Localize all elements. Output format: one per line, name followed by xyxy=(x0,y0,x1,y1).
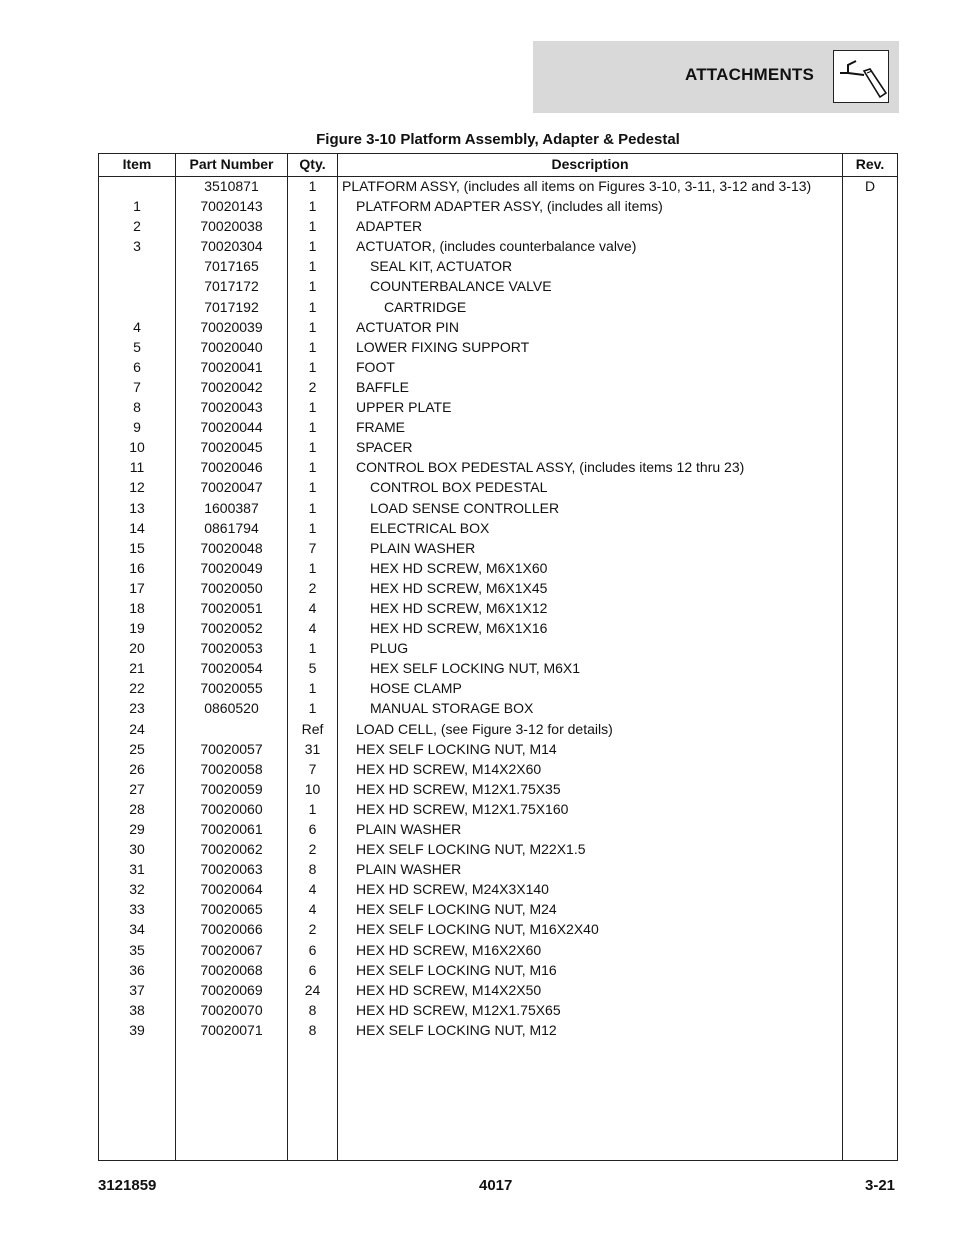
parts-table xyxy=(98,153,898,1161)
qty-cell: 1 xyxy=(308,258,317,275)
part-number-cell: 70020060 xyxy=(200,800,263,817)
description-cell: HEX HD SCREW, M6X1X16 xyxy=(370,620,548,637)
item-cell: 13 xyxy=(129,499,145,516)
description-cell: HEX SELF LOCKING NUT, M16X2X40 xyxy=(356,921,599,938)
table-row xyxy=(99,196,897,216)
part-number-cell: 70020045 xyxy=(200,439,263,456)
part-number-cell: 7017165 xyxy=(204,258,259,275)
qty-cell: 8 xyxy=(308,1021,317,1038)
description-cell: HEX SELF LOCKING NUT, M22X1.5 xyxy=(356,841,586,858)
qty-cell: 6 xyxy=(308,961,317,978)
table-row xyxy=(99,558,897,578)
column-header-qty: Qty. xyxy=(299,156,326,172)
part-number-cell: 0861794 xyxy=(204,519,259,536)
qty-cell: 1 xyxy=(308,800,317,817)
part-number-cell: 70020043 xyxy=(200,399,263,416)
table-row xyxy=(99,578,897,598)
item-cell: 26 xyxy=(129,760,145,777)
description-cell: PLAIN WASHER xyxy=(356,861,462,878)
description-cell: UPPER PLATE xyxy=(356,399,452,416)
item-cell: 25 xyxy=(129,740,145,757)
item-cell: 22 xyxy=(129,680,145,697)
table-row xyxy=(99,457,897,477)
part-number-cell: 70020063 xyxy=(200,861,263,878)
item-cell: 24 xyxy=(129,720,145,737)
section-header xyxy=(533,41,899,113)
item-cell: 7 xyxy=(133,378,141,395)
description-cell: CARTRIDGE xyxy=(384,298,467,315)
table-row xyxy=(99,437,897,457)
table-row xyxy=(99,919,897,939)
part-number-cell: 3510871 xyxy=(204,178,259,194)
qty-cell: 1 xyxy=(308,399,317,416)
description-cell: PLATFORM ASSY, (includes all items on Figures 3-10, 3-11, 3-12 and 3-13) xyxy=(342,178,812,194)
description-cell: LOAD SENSE CONTROLLER xyxy=(370,499,560,516)
qty-cell: 4 xyxy=(308,901,317,918)
description-cell: HOSE CLAMP xyxy=(370,680,462,697)
qty-cell: 1 xyxy=(308,198,317,215)
qty-cell: Ref xyxy=(301,720,324,737)
qty-cell: 1 xyxy=(308,700,317,717)
description-cell: HEX HD SCREW, M16X2X60 xyxy=(356,941,542,958)
item-cell: 23 xyxy=(129,700,145,717)
welding-torch-icon xyxy=(833,50,889,103)
column-header-description: Description xyxy=(551,156,629,172)
item-cell: 28 xyxy=(129,800,145,817)
qty-cell: 1 xyxy=(308,218,317,235)
description-cell: CONTROL BOX PEDESTAL ASSY, (includes items 12 thru 23) xyxy=(356,459,745,476)
description-cell: HEX HD SCREW, M14X2X50 xyxy=(356,981,542,998)
description-cell: CONTROL BOX PEDESTAL xyxy=(370,479,548,496)
part-number-cell: 70020039 xyxy=(200,318,263,335)
table-row xyxy=(99,297,897,317)
table-row xyxy=(99,759,897,779)
qty-cell: 4 xyxy=(308,599,317,616)
table-row xyxy=(99,477,897,497)
description-cell: SEAL KIT, ACTUATOR xyxy=(370,258,513,275)
table-row xyxy=(99,658,897,678)
qty-cell: 2 xyxy=(308,378,317,395)
part-number-cell: 70020061 xyxy=(200,821,263,837)
table-row xyxy=(99,698,897,718)
part-number-cell: 70020046 xyxy=(200,459,263,476)
item-cell: 9 xyxy=(133,419,141,436)
column-header-part-number: Part Number xyxy=(189,156,274,172)
table-row xyxy=(99,1020,897,1040)
part-number-cell: 70020062 xyxy=(200,841,263,858)
rev-cell: D xyxy=(864,178,876,194)
part-number-cell: 70020304 xyxy=(200,238,263,255)
table-row xyxy=(99,216,897,236)
table-row xyxy=(99,839,897,859)
qty-cell: 7 xyxy=(308,539,317,556)
item-cell: 6 xyxy=(133,358,141,375)
qty-cell: 1 xyxy=(308,298,317,315)
qty-cell: 7 xyxy=(308,760,317,777)
qty-cell: 1 xyxy=(308,459,317,476)
description-cell: PLUG xyxy=(370,640,409,657)
part-number-cell: 70020066 xyxy=(200,921,263,938)
table-row xyxy=(99,317,897,337)
qty-cell: 6 xyxy=(308,941,317,958)
qty-cell: 10 xyxy=(304,780,321,797)
item-cell: 19 xyxy=(129,620,145,637)
item-cell: 12 xyxy=(129,479,145,496)
item-cell: 34 xyxy=(129,921,145,938)
part-number-cell: 70020057 xyxy=(200,740,263,757)
part-number-cell: 70020059 xyxy=(200,780,263,797)
part-number-cell: 70020053 xyxy=(200,640,263,657)
qty-cell: 1 xyxy=(308,278,317,295)
item-cell: 18 xyxy=(129,599,145,616)
table-row xyxy=(99,980,897,1000)
item-cell: 30 xyxy=(129,841,145,858)
qty-cell: 1 xyxy=(308,318,317,335)
part-number-cell: 7017192 xyxy=(204,298,259,315)
item-cell: 10 xyxy=(129,439,145,456)
description-cell: SPACER xyxy=(356,439,413,456)
table-row xyxy=(99,819,897,839)
table-row xyxy=(99,377,897,397)
part-number-cell: 70020058 xyxy=(200,760,263,777)
item-cell: 39 xyxy=(129,1021,145,1038)
table-row xyxy=(99,940,897,960)
part-number-cell: 70020067 xyxy=(200,941,263,958)
description-cell: HEX HD SCREW, M12X1.75X160 xyxy=(356,800,569,817)
item-cell: 2 xyxy=(133,218,141,235)
table-row xyxy=(99,638,897,658)
description-cell: PLAIN WASHER xyxy=(370,539,476,556)
part-number-cell: 70020051 xyxy=(200,599,263,616)
qty-cell: 2 xyxy=(308,921,317,938)
item-cell: 11 xyxy=(129,459,145,476)
part-number-cell: 70020040 xyxy=(200,338,263,355)
table-row xyxy=(99,417,897,437)
table-row xyxy=(99,337,897,357)
item-cell: 3 xyxy=(133,238,141,255)
item-cell: 8 xyxy=(133,399,141,416)
description-cell: MANUAL STORAGE BOX xyxy=(370,700,534,717)
column-header-rev: Rev. xyxy=(855,156,885,172)
part-number-cell: 70020044 xyxy=(200,419,263,436)
item-cell: 20 xyxy=(129,640,145,657)
table-row xyxy=(99,799,897,819)
table-row xyxy=(99,538,897,558)
description-cell: FOOT xyxy=(356,358,395,375)
part-number-cell: 70020068 xyxy=(200,961,263,978)
table-row xyxy=(99,719,897,739)
description-cell: ACTUATOR, (includes counterbalance valve) xyxy=(356,238,637,255)
description-cell: HEX HD SCREW, M12X1.75X65 xyxy=(356,1001,561,1018)
description-cell: HEX SELF LOCKING NUT, M14 xyxy=(356,740,557,757)
table-row xyxy=(99,859,897,879)
description-cell: LOWER FIXING SUPPORT xyxy=(356,338,530,355)
item-cell: 5 xyxy=(133,338,141,355)
description-cell: HEX SELF LOCKING NUT, M24 xyxy=(356,901,557,918)
table-row xyxy=(99,960,897,980)
description-cell: ELECTRICAL BOX xyxy=(370,519,490,536)
item-cell: 27 xyxy=(129,780,145,797)
description-cell: LOAD CELL, (see Figure 3-12 for details) xyxy=(356,720,613,737)
table-row xyxy=(99,879,897,899)
qty-cell: 5 xyxy=(308,660,317,677)
item-cell: 29 xyxy=(129,821,145,837)
part-number-cell: 70020049 xyxy=(200,559,263,576)
qty-cell: 8 xyxy=(308,861,317,878)
footer-model: 4017 xyxy=(479,1177,513,1194)
qty-cell: 1 xyxy=(308,559,317,576)
part-number-cell: 70020055 xyxy=(200,680,263,697)
qty-cell: 8 xyxy=(308,1001,317,1018)
part-number-cell: 70020071 xyxy=(200,1021,263,1038)
part-number-cell: 70020041 xyxy=(200,358,263,375)
qty-cell: 2 xyxy=(308,841,317,858)
qty-cell: 1 xyxy=(308,178,317,194)
description-cell: HEX HD SCREW, M6X1X60 xyxy=(370,559,548,576)
table-row xyxy=(99,518,897,538)
qty-cell: 2 xyxy=(308,579,317,596)
table-row xyxy=(99,276,897,296)
table-row xyxy=(99,357,897,377)
figure-title: Figure 3-10 Platform Assembly, Adapter & Pedestal xyxy=(316,131,680,148)
part-number-cell: 0860520 xyxy=(204,700,259,717)
qty-cell: 31 xyxy=(304,740,321,757)
item-cell: 37 xyxy=(129,981,145,998)
table-row xyxy=(99,739,897,759)
qty-cell: 1 xyxy=(308,680,317,697)
qty-cell: 1 xyxy=(308,499,317,516)
qty-cell: 1 xyxy=(308,238,317,255)
table-row xyxy=(99,678,897,698)
description-cell: COUNTERBALANCE VALVE xyxy=(370,278,552,295)
table-row xyxy=(99,618,897,638)
item-cell: 36 xyxy=(129,961,145,978)
part-number-cell: 70020052 xyxy=(200,620,263,637)
table-row xyxy=(99,176,897,196)
description-cell: PLAIN WASHER xyxy=(356,821,462,837)
qty-cell: 1 xyxy=(308,358,317,375)
description-cell: BAFFLE xyxy=(356,378,409,395)
qty-cell: 1 xyxy=(308,519,317,536)
qty-cell: 1 xyxy=(308,640,317,657)
part-number-cell: 70020047 xyxy=(200,479,263,496)
table-row xyxy=(99,899,897,919)
table-row xyxy=(99,1000,897,1020)
part-number-cell: 70020070 xyxy=(200,1001,263,1018)
qty-cell: 1 xyxy=(308,439,317,456)
table-row xyxy=(99,236,897,256)
part-number-cell: 1600387 xyxy=(204,499,259,516)
table-body xyxy=(99,176,897,1040)
column-header-item: Item xyxy=(122,156,152,172)
table-row xyxy=(99,397,897,417)
table-row xyxy=(99,256,897,276)
description-cell: HEX SELF LOCKING NUT, M6X1 xyxy=(370,660,581,677)
qty-cell: 1 xyxy=(308,419,317,436)
part-number-cell: 70020064 xyxy=(200,881,263,898)
item-cell: 15 xyxy=(129,539,145,556)
description-cell: ACTUATOR PIN xyxy=(356,318,459,335)
section-title: ATTACHMENTS xyxy=(685,65,815,84)
part-number-cell: 70020050 xyxy=(200,579,263,596)
qty-cell: 1 xyxy=(308,338,317,355)
part-number-cell: 70020069 xyxy=(200,981,263,998)
item-cell: 33 xyxy=(129,901,145,918)
qty-cell: 24 xyxy=(304,981,321,998)
item-cell: 17 xyxy=(129,579,145,596)
item-cell: 4 xyxy=(133,318,141,335)
part-number-cell: 70020038 xyxy=(200,218,263,235)
description-cell: FRAME xyxy=(356,419,405,436)
item-cell: 16 xyxy=(129,559,145,576)
part-number-cell: 70020048 xyxy=(200,539,263,556)
part-number-cell: 7017172 xyxy=(204,278,259,295)
table-row xyxy=(99,598,897,618)
description-cell: HEX HD SCREW, M12X1.75X35 xyxy=(356,780,561,797)
description-cell: PLATFORM ADAPTER ASSY, (includes all items) xyxy=(356,198,663,215)
description-cell: HEX SELF LOCKING NUT, M12 xyxy=(356,1021,557,1038)
qty-cell: 4 xyxy=(308,881,317,898)
part-number-cell: 70020065 xyxy=(200,901,263,918)
qty-cell: 1 xyxy=(308,479,317,496)
table-row xyxy=(99,498,897,518)
description-cell: HEX HD SCREW, M14X2X60 xyxy=(356,760,542,777)
item-cell: 35 xyxy=(129,941,145,958)
part-number-cell: 70020042 xyxy=(200,378,263,395)
footer-page-number: 3-21 xyxy=(865,1177,896,1194)
part-number-cell: 70020143 xyxy=(200,198,263,215)
item-cell: 14 xyxy=(129,519,145,536)
description-cell: ADAPTER xyxy=(356,218,423,235)
table-row xyxy=(99,779,897,799)
item-cell: 32 xyxy=(129,881,145,898)
qty-cell: 6 xyxy=(308,821,317,837)
description-cell: HEX SELF LOCKING NUT, M16 xyxy=(356,961,557,978)
item-cell: 1 xyxy=(133,198,141,215)
item-cell: 21 xyxy=(129,660,145,677)
description-cell: HEX HD SCREW, M24X3X140 xyxy=(356,881,549,898)
description-cell: HEX HD SCREW, M6X1X12 xyxy=(370,599,548,616)
footer-doc-number: 3121859 xyxy=(98,1177,157,1194)
item-cell: 31 xyxy=(129,861,145,878)
item-cell: 38 xyxy=(129,1001,145,1018)
description-cell: HEX HD SCREW, M6X1X45 xyxy=(370,579,548,596)
qty-cell: 4 xyxy=(308,620,317,637)
part-number-cell: 70020054 xyxy=(200,660,263,677)
